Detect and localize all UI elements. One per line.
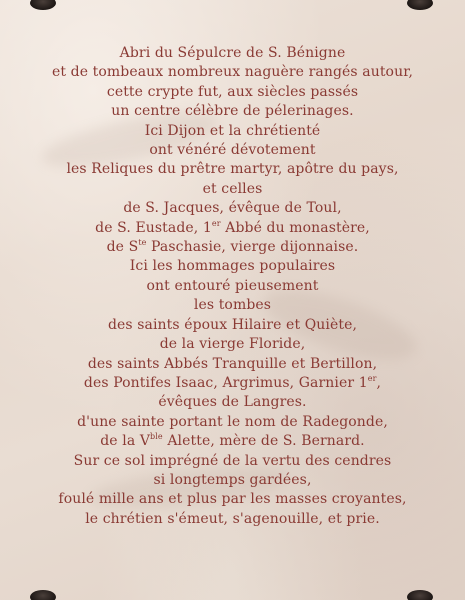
inscription-line: si longtemps gardées, bbox=[153, 471, 312, 488]
inscription-line: cette crypte fut, aux siècles passés bbox=[106, 83, 359, 100]
inscription-line-part: des Pontifes Isaac, Argrimus, Garnier 1 bbox=[83, 374, 368, 391]
inscription-line: Ici les hommages populaires bbox=[129, 258, 336, 275]
inscription-line: ont entouré pieusement bbox=[146, 277, 319, 294]
inscription-text bbox=[0, 44, 465, 529]
inscription-line: Sur ce sol imprégné de la vertu des cendres bbox=[73, 452, 392, 469]
inscription-line: et de tombeaux nombreux naguère rangés autour, bbox=[52, 64, 413, 81]
inscription-line: des saints époux Hilaire et Quiète, bbox=[107, 316, 358, 333]
inscription-line: ont vénéré dévotement bbox=[149, 142, 316, 159]
inscription-line-part: de S. Eustade, 1 bbox=[95, 219, 212, 236]
inscription-line bbox=[0, 432, 465, 451]
inscription-line: de S. Jacques, évêque de Toul, bbox=[123, 200, 342, 217]
inscription-line-part: Abbé du monastère, bbox=[220, 219, 370, 236]
inscription-line-part: Alette, mère de S. Bernard. bbox=[162, 433, 365, 450]
bolt-icon bbox=[407, 0, 433, 10]
inscription-line: et celles bbox=[202, 180, 263, 197]
superscript-abbreviation: er bbox=[211, 218, 221, 228]
inscription-line: Ici Dijon et la chrétienté bbox=[144, 122, 321, 139]
inscription-line bbox=[0, 374, 465, 393]
superscript-abbreviation: te bbox=[138, 238, 147, 248]
inscription-line: le chrétien s'émeut, s'agenouille, et prie. bbox=[85, 510, 380, 527]
inscription-line: les Reliques du prêtre martyr, apôtre du pays, bbox=[66, 161, 399, 178]
inscription-line: Abri du Sépulcre de S. Bénigne bbox=[119, 45, 346, 61]
inscription-line-part: de S bbox=[106, 239, 139, 256]
bolt-icon bbox=[30, 590, 56, 600]
superscript-abbreviation: er bbox=[367, 373, 377, 383]
inscription-line-part: , bbox=[376, 374, 382, 391]
inscription-line: d'une sainte portant le nom de Radegonde, bbox=[77, 413, 388, 430]
superscript-abbreviation: ble bbox=[150, 432, 163, 442]
inscription-line: évêques de Langres. bbox=[158, 394, 307, 411]
inscription-line: des saints Abbés Tranquille et Bertillon, bbox=[87, 355, 378, 372]
inscription-line-part: Paschasie, vierge dijonnaise. bbox=[146, 239, 359, 256]
bolt-icon bbox=[30, 0, 56, 10]
inscription-line bbox=[0, 238, 465, 257]
inscription-line bbox=[0, 219, 465, 238]
bolt-icon bbox=[407, 590, 433, 600]
inscription-line: de la vierge Floride, bbox=[159, 336, 306, 353]
inscription-line: foulé mille ans et plus par les masses croyantes, bbox=[58, 491, 407, 508]
inscription-line: un centre célèbre de pélerinages. bbox=[111, 103, 354, 120]
inscription-line: les tombes bbox=[193, 297, 272, 314]
inscription-line-part: de la V bbox=[100, 433, 151, 450]
